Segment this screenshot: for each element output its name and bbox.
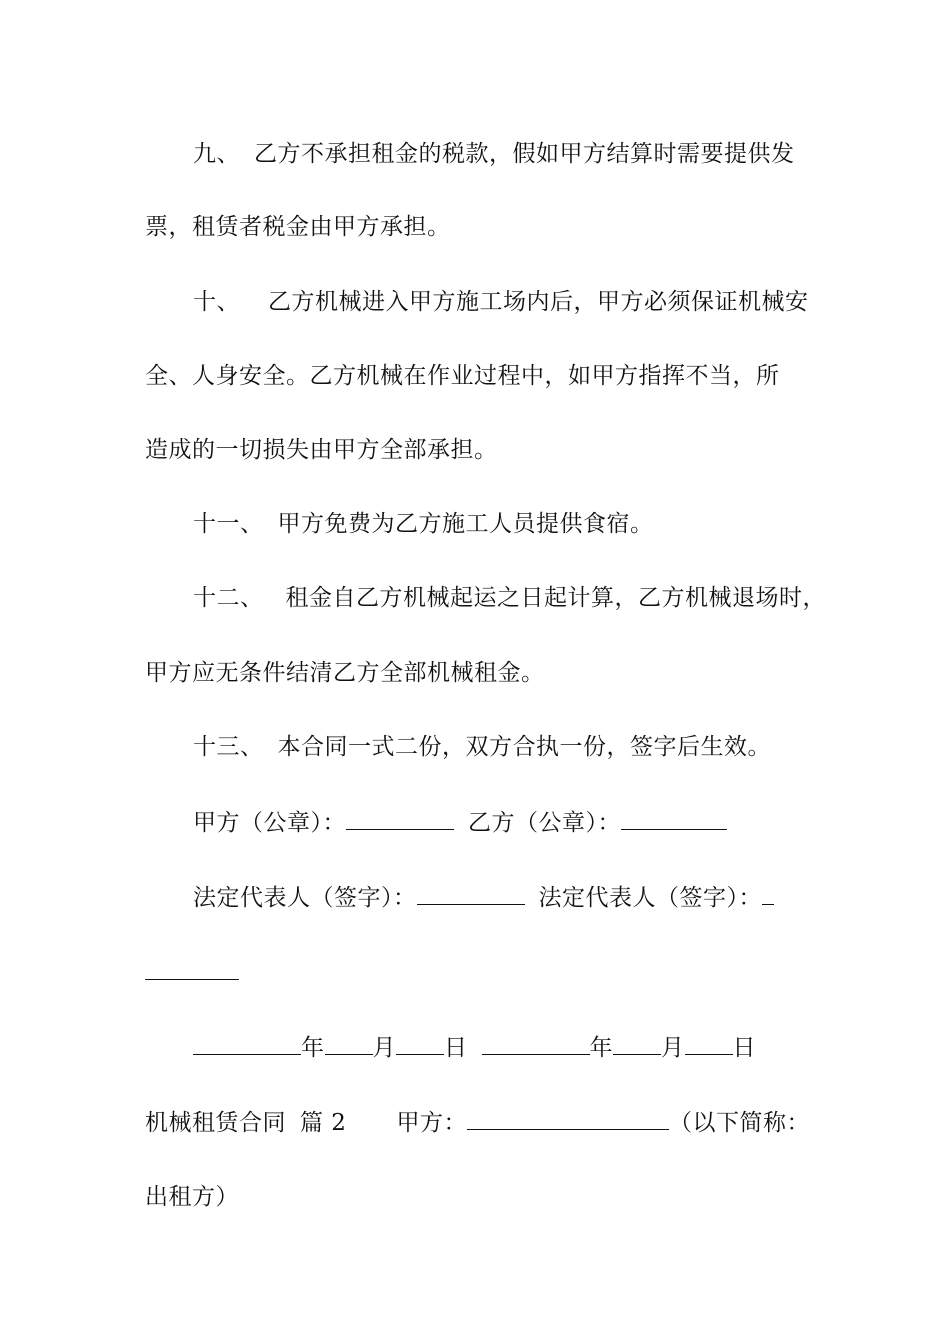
rep-b-blank-end[interactable]	[145, 959, 239, 980]
clause-9-text-1: 乙方不承担租金的税款，假如甲方结算时需要提供发	[254, 141, 795, 167]
contract-2-note-start: （以下简称：	[668, 1110, 810, 1136]
clause-13-line-1	[193, 732, 883, 762]
date-line	[193, 1033, 883, 1063]
clause-9-line-1	[193, 139, 883, 169]
party-a-seal-blank[interactable]	[346, 809, 454, 830]
clause-9-line-2: 票，租赁者税金由甲方承担。	[145, 214, 451, 240]
clause-10-number: 十、	[193, 289, 240, 315]
contract-2-part: 篇 2	[300, 1110, 347, 1136]
clause-10-line-3: 造成的一切损失由甲方全部承担。	[145, 437, 498, 463]
date-b-year-label: 年	[589, 1035, 613, 1061]
date-b-day-blank[interactable]	[685, 1034, 733, 1055]
clause-12-line-1	[193, 583, 883, 613]
date-a-day-label: 日	[444, 1035, 468, 1061]
representative-line	[193, 883, 883, 913]
date-b-day-label: 日	[732, 1035, 756, 1061]
clause-13-number: 十三、	[193, 734, 264, 760]
rep-a-blank[interactable]	[417, 884, 525, 905]
date-a-day-blank[interactable]	[396, 1034, 444, 1055]
contract-2-party-a-blank[interactable]	[467, 1109, 669, 1130]
clause-10-text-1: 乙方机械进入甲方施工场内后，甲方必须保证机械安	[268, 289, 809, 315]
clause-13-text-1: 本合同一式二份，双方合执一份，签字后生效。	[277, 734, 771, 760]
date-a-month-label: 月	[372, 1035, 396, 1061]
clause-11-line-1	[193, 509, 883, 539]
date-b-month-label: 月	[661, 1035, 685, 1061]
rep-a-label: 法定代表人（签字）：	[193, 885, 417, 911]
contract-2-title: 机械租赁合同	[145, 1110, 286, 1136]
clause-12-number: 十二、	[193, 585, 264, 611]
date-a-month-blank[interactable]	[325, 1034, 373, 1055]
clause-10-line-1	[193, 287, 883, 317]
party-b-seal-label: 乙方（公章）：	[468, 810, 621, 836]
clause-12-text-1: 租金自乙方机械起运之日起计算，乙方机械退场时，	[285, 585, 826, 611]
contract-2-heading-line	[145, 1108, 835, 1138]
clause-10-line-2: 全、人身安全。乙方机械在作业过程中，如甲方指挥不当，所	[145, 363, 780, 389]
clause-11-number: 十一、	[193, 511, 264, 537]
clause-12-line-2: 甲方应无条件结清乙方全部机械租金。	[145, 660, 545, 686]
party-b-seal-blank[interactable]	[621, 809, 727, 830]
contract-2-note-end: 出租方）	[145, 1184, 239, 1210]
clause-11-text-1: 甲方免费为乙方施工人员提供食宿。	[277, 511, 654, 537]
date-a-year-blank[interactable]	[193, 1034, 301, 1055]
seal-line	[193, 808, 883, 838]
contract-2-party-a-label: 甲方：	[396, 1110, 467, 1136]
clause-9-number: 九、	[193, 141, 240, 167]
rep-b-blank-start[interactable]	[762, 884, 774, 905]
rep-b-label: 法定代表人（签字）：	[538, 885, 762, 911]
date-b-month-blank[interactable]	[613, 1034, 661, 1055]
party-a-seal-label: 甲方（公章）：	[193, 810, 346, 836]
date-b-year-blank[interactable]	[482, 1034, 590, 1055]
date-a-year-label: 年	[301, 1035, 325, 1061]
rep-b-blank-continuation-line	[145, 958, 835, 988]
